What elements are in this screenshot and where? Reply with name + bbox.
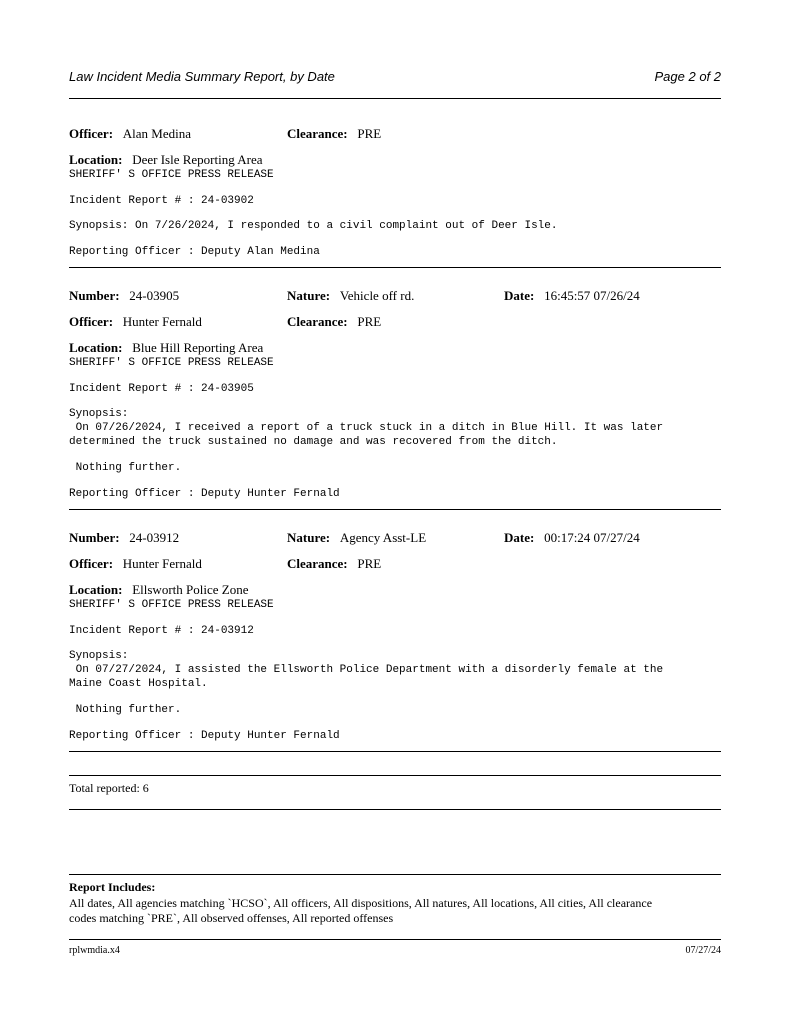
- header-divider: [69, 98, 721, 99]
- entry-3-officer: [69, 556, 202, 572]
- footer-divider: [69, 939, 721, 940]
- nature-label: Nature:: [287, 530, 331, 545]
- entry-3-incident-report: Incident Report # : 24-03912: [69, 625, 254, 637]
- clearance-value: PRE: [357, 314, 382, 329]
- entry-3-number: [69, 530, 179, 546]
- entry-1-location: [69, 152, 263, 168]
- entry-3-nothing-further: Nothing further.: [69, 704, 182, 716]
- entry-2-nothing-further: Nothing further.: [69, 462, 182, 474]
- clearance-value: PRE: [357, 126, 382, 141]
- date-value: 00:17:24 07/27/24: [544, 530, 640, 545]
- officer-value: Alan Medina: [122, 126, 192, 141]
- clearance-label: Clearance:: [287, 126, 348, 141]
- entry-1-press-release: SHERIFF' S OFFICE PRESS RELEASE: [69, 169, 274, 181]
- clearance-value: PRE: [357, 556, 382, 571]
- location-value: Blue Hill Reporting Area: [132, 340, 264, 355]
- entry-1-reporting-officer: Reporting Officer : Deputy Alan Medina: [69, 246, 320, 258]
- entry-2-date: [504, 288, 640, 304]
- clearance-label: Clearance:: [287, 556, 348, 571]
- report-includes-heading: Report Includes:: [69, 880, 156, 894]
- entry-2-clearance: [287, 314, 381, 330]
- date-label: Date:: [504, 530, 535, 545]
- print-date: 07/27/24: [685, 945, 721, 956]
- officer-label: Officer:: [69, 126, 114, 141]
- nature-value: Vehicle off rd.: [339, 288, 415, 303]
- clearance-label: Clearance:: [287, 314, 348, 329]
- entry-3-nature: [287, 530, 426, 546]
- entry-2-number: [69, 288, 179, 304]
- entry-2-officer: [69, 314, 202, 330]
- nature-value: Agency Asst-LE: [339, 530, 427, 545]
- location-value: Deer Isle Reporting Area: [132, 152, 263, 167]
- location-value: Ellsworth Police Zone: [132, 582, 249, 597]
- location-label: Location:: [69, 340, 123, 355]
- entry-2-synopsis-label: Synopsis:: [69, 408, 129, 420]
- entry-2-incident-report: Incident Report # : 24-03905: [69, 383, 254, 395]
- entry-1-incident-report: Incident Report # : 24-03902: [69, 195, 254, 207]
- total-reported: Total reported: 6: [69, 781, 149, 795]
- entry-3-synopsis-line-2: Maine Coast Hospital.: [69, 678, 208, 690]
- totals-bottom-divider: [69, 809, 721, 810]
- entry-3-synopsis-line-1: On 07/27/2024, I assisted the Ellsworth Police Department with a disorderly female at the: [69, 664, 664, 676]
- number-label: Number:: [69, 288, 120, 303]
- entry-divider: [69, 751, 721, 752]
- page-number: Page 2 of 2: [654, 69, 721, 84]
- entry-1-officer: [69, 126, 191, 142]
- entry-2-synopsis-line-2: determined the truck sustained no damage and was recovered from the ditch.: [69, 436, 558, 448]
- totals-top-divider: [69, 775, 721, 776]
- report-includes-line-1: All dates, All agencies matching `HCSO`, All officers, All dispositions, All natures, All locations, All cities, All clearance: [69, 896, 653, 910]
- entry-3-press-release: SHERIFF' S OFFICE PRESS RELEASE: [69, 599, 274, 611]
- nature-label: Nature:: [287, 288, 331, 303]
- officer-value: Hunter Fernald: [122, 314, 202, 329]
- date-label: Date:: [504, 288, 535, 303]
- date-value: 16:45:57 07/26/24: [544, 288, 640, 303]
- report-title: Law Incident Media Summary Report, by Date: [69, 69, 335, 84]
- entry-3-date: [504, 530, 640, 546]
- number-label: Number:: [69, 530, 120, 545]
- entry-3-clearance: [287, 556, 381, 572]
- includes-divider: [69, 874, 721, 875]
- officer-label: Officer:: [69, 556, 114, 571]
- report-includes-line-2: codes matching `PRE`, All observed offenses, All reported offenses: [69, 911, 394, 925]
- entry-2-nature: [287, 288, 414, 304]
- entry-2-synopsis-line-1: On 07/26/2024, I received a report of a truck stuck in a ditch in Blue Hill. It was later: [69, 422, 664, 434]
- number-value: 24-03905: [129, 288, 180, 303]
- entry-1-synopsis: Synopsis: On 7/26/2024, I responded to a civil complaint out of Deer Isle.: [69, 220, 558, 232]
- entry-2-reporting-officer: Reporting Officer : Deputy Hunter Fernald: [69, 488, 340, 500]
- officer-value: Hunter Fernald: [122, 556, 202, 571]
- entry-divider: [69, 509, 721, 510]
- entry-divider: [69, 267, 721, 268]
- entry-3-synopsis-label: Synopsis:: [69, 650, 129, 662]
- location-label: Location:: [69, 152, 123, 167]
- entry-2-location: [69, 340, 263, 356]
- entry-3-reporting-officer: Reporting Officer : Deputy Hunter Fernald: [69, 730, 340, 742]
- entry-1-clearance: [287, 126, 381, 142]
- entry-2-press-release: SHERIFF' S OFFICE PRESS RELEASE: [69, 357, 274, 369]
- officer-label: Officer:: [69, 314, 114, 329]
- location-label: Location:: [69, 582, 123, 597]
- entry-3-location: [69, 582, 248, 598]
- program-name: rplwmdia.x4: [69, 945, 120, 956]
- number-value: 24-03912: [129, 530, 180, 545]
